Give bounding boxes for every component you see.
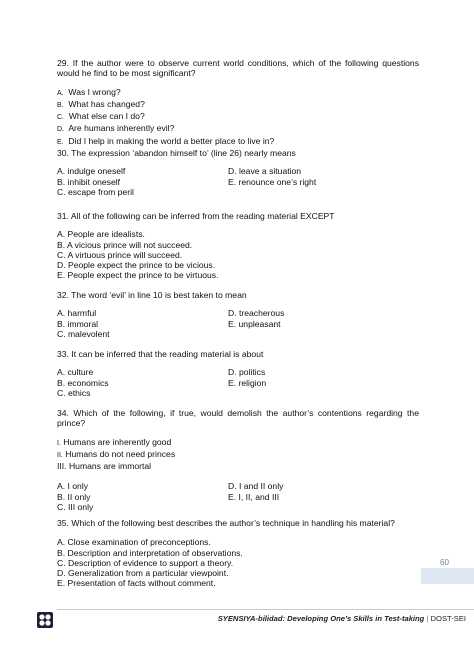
question-31-stem: 31. All of the following can be inferred from the reading material EXCEPT bbox=[57, 211, 335, 221]
question-30 bbox=[57, 148, 419, 197]
option: B. II only bbox=[57, 491, 91, 502]
option: E. unpleasant bbox=[228, 318, 281, 329]
statement bbox=[57, 437, 419, 449]
option-text: What has changed? bbox=[68, 98, 145, 109]
statement-text: Humans are inherently good bbox=[63, 436, 172, 447]
option: B. inhibit oneself bbox=[57, 176, 121, 187]
option: C. malevolent bbox=[57, 328, 110, 339]
options-right bbox=[228, 308, 284, 329]
question-30-options bbox=[57, 166, 419, 197]
question-31-options bbox=[57, 229, 419, 280]
question-34-stem: 34. Which of the following, if true, would demolish the author’s contentions regarding the prince? bbox=[57, 408, 419, 429]
option-text: Did I help in making the world a better place to live in? bbox=[68, 135, 275, 146]
option bbox=[57, 111, 419, 123]
option-letter: D. bbox=[57, 126, 64, 134]
question-32 bbox=[57, 290, 419, 339]
option: A. culture bbox=[57, 367, 94, 378]
option: C. Description of evidence to support a theory. bbox=[57, 557, 234, 568]
option bbox=[57, 136, 419, 148]
footer-separator: | bbox=[426, 614, 429, 623]
options-right bbox=[228, 481, 283, 502]
question-29 bbox=[57, 58, 419, 148]
option bbox=[57, 99, 419, 111]
option: A. I only bbox=[57, 481, 89, 492]
option: B. Description and interpretation of observations. bbox=[57, 547, 243, 558]
option: B. economics bbox=[57, 377, 109, 388]
question-35-stem: 35. Which of the following best describes the author’s technique in handling his material? bbox=[57, 518, 395, 528]
option-text: What else can I do? bbox=[68, 111, 145, 122]
statement bbox=[57, 449, 419, 461]
option-text: Was I wrong? bbox=[68, 86, 121, 97]
statement-number: II. bbox=[57, 451, 63, 459]
option-letter: E. bbox=[57, 138, 64, 146]
question-33-stem: 33. It can be inferred that the reading material is about bbox=[57, 349, 264, 359]
statement-text: Humans are immortal bbox=[68, 461, 152, 472]
question-34-statements bbox=[57, 437, 419, 472]
question-35-options bbox=[57, 537, 419, 588]
option: B. A vicious prince will not succeed. bbox=[57, 239, 193, 250]
option: D. Generalization from a particular viewpoint. bbox=[57, 568, 229, 579]
footer bbox=[218, 614, 466, 624]
question-34-options bbox=[57, 481, 419, 512]
statement-number: III. bbox=[57, 461, 67, 472]
option: C. III only bbox=[57, 502, 94, 513]
question-32-stem: 32. The word ‘evil’ in line 10 is best taken to mean bbox=[57, 290, 247, 300]
question-33-options bbox=[57, 367, 419, 398]
option: B. immoral bbox=[57, 318, 99, 329]
option: D. I and II only bbox=[228, 481, 284, 492]
option: C. A virtuous prince will succeed. bbox=[57, 249, 183, 260]
question-30-stem: 30. The expression ‘abandon himself to’ (line 26) nearly means bbox=[57, 148, 296, 158]
option-letter: C. bbox=[57, 114, 64, 122]
footer-divider bbox=[57, 609, 474, 610]
option: D. politics bbox=[228, 367, 266, 378]
option bbox=[57, 123, 419, 135]
option bbox=[57, 87, 419, 99]
option-text: Are humans inherently evil? bbox=[68, 123, 175, 134]
option: C. ethics bbox=[57, 387, 91, 398]
question-32-options bbox=[57, 308, 419, 339]
options-right bbox=[228, 166, 316, 187]
footer-title: SYENSIYA-bilidad: Developing One’s Skills in Test-taking bbox=[217, 614, 425, 623]
option: A. People are idealists. bbox=[57, 229, 145, 240]
options-right bbox=[228, 367, 266, 388]
option-letter: B. bbox=[57, 101, 64, 109]
option: A. Close examination of preconceptions. bbox=[57, 537, 211, 548]
footer-org: DOST-SEI bbox=[430, 614, 466, 623]
question-34 bbox=[57, 408, 419, 512]
question-29-options bbox=[57, 87, 419, 148]
option: E. People expect the prince to be virtuous. bbox=[57, 270, 219, 281]
option: D. leave a situation bbox=[228, 166, 302, 177]
option: E. renounce one’s right bbox=[228, 176, 317, 187]
question-29-stem: 29. If the author were to observe current world conditions, which of the following questions would he find to be most significant? bbox=[57, 58, 419, 79]
page-number: 60 bbox=[440, 558, 449, 567]
option: E. I, II, and III bbox=[228, 491, 280, 502]
option: C. escape from peril bbox=[57, 186, 134, 197]
question-35 bbox=[57, 518, 419, 589]
page-number-tab bbox=[421, 568, 474, 584]
option-letter: A. bbox=[57, 89, 64, 97]
option: D. People expect the prince to be vicious. bbox=[57, 260, 216, 271]
option: A. indulge oneself bbox=[57, 166, 126, 177]
statement-text: Humans do not need princes bbox=[65, 448, 176, 459]
question-31 bbox=[57, 211, 419, 281]
question-33 bbox=[57, 349, 419, 398]
statement-number: I. bbox=[57, 439, 61, 447]
option: E. Presentation of facts without comment. bbox=[57, 578, 216, 589]
statement bbox=[57, 461, 419, 471]
option: E. religion bbox=[228, 377, 267, 388]
option: A. harmful bbox=[57, 308, 97, 319]
dost-logo-icon bbox=[37, 612, 53, 628]
option: D. treacherous bbox=[228, 308, 285, 319]
